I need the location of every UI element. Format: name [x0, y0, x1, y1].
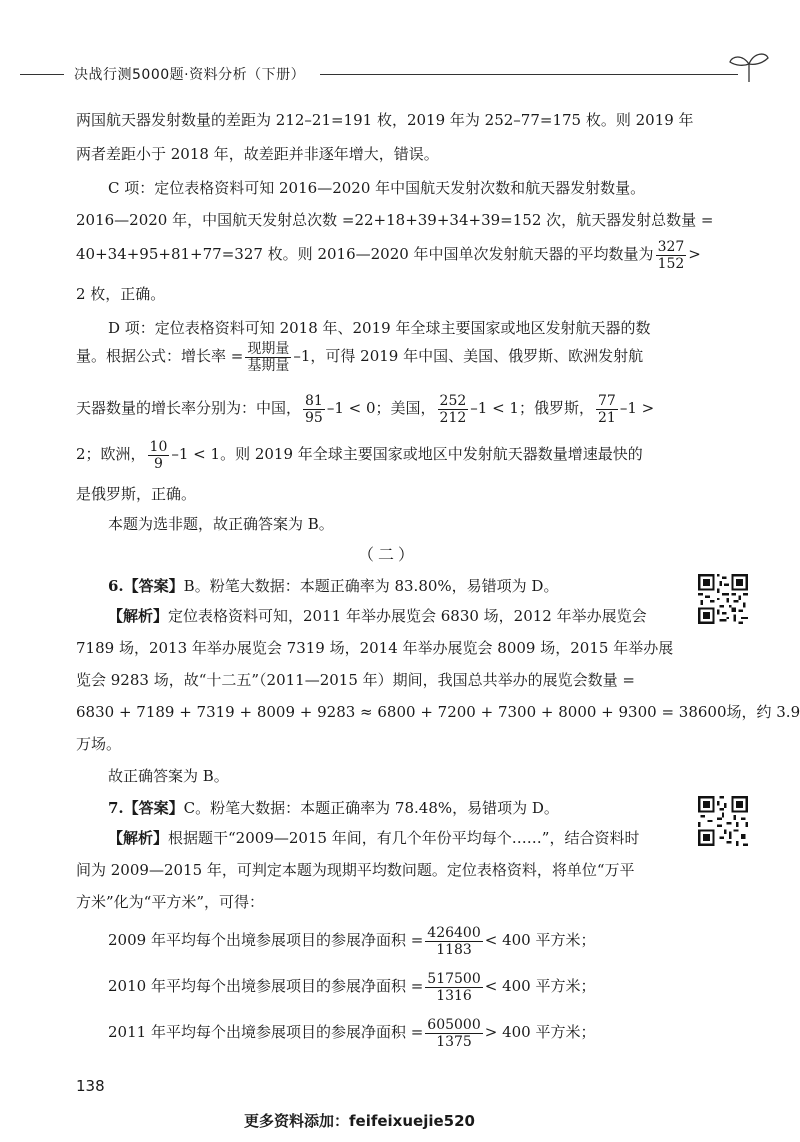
fraction-numerator: 517500	[427, 970, 481, 987]
header-rule-right	[320, 74, 738, 75]
text-line-with-fraction	[76, 234, 701, 274]
fraction-numerator: 10	[149, 438, 168, 455]
header-rule-left	[20, 74, 64, 75]
text-line: 是俄罗斯，正确。	[76, 485, 197, 503]
fraction-denominator: 1316	[436, 987, 472, 1004]
fraction	[438, 393, 469, 426]
fraction-denominator: 1183	[436, 941, 472, 958]
answer-text: C。粉笔大数据：本题正确率为 78.48%，易错项为 D。	[183, 799, 559, 817]
fraction	[425, 971, 482, 1004]
running-header	[20, 58, 780, 88]
formula-line-2009	[108, 920, 708, 960]
fraction-numerator: 77	[597, 392, 616, 409]
answer-text: B。粉笔大数据：本题正确率为 83.80%，易错项为 D。	[183, 577, 559, 595]
conclusion-line: 故正确答案为 B。	[108, 767, 229, 785]
text-segment: –1 >	[619, 399, 655, 417]
text-line-with-fraction	[76, 434, 676, 474]
fraction	[656, 239, 687, 272]
fraction-denominator: 基期量	[247, 357, 290, 374]
formula-line-2011	[108, 1012, 708, 1052]
fraction-denominator: 1375	[436, 1033, 472, 1050]
text-segment: < 400 平方米；	[484, 931, 596, 949]
analysis-6-line	[108, 606, 708, 626]
text-segment: –1 < 1。则 2019 年全球主要国家或地区中发射航天器数量增速最快的	[171, 445, 643, 463]
text-segment: 2010 年平均每个出境参展项目的参展净面积 =	[108, 977, 424, 995]
text-segment: –1，可得 2019 年中国、美国、俄罗斯、欧洲发射航	[293, 347, 644, 365]
answer-label: 7.【答案】	[108, 799, 184, 817]
text-line: 7189 场，2013 年举办展览会 7319 场，2014 年举办展览会 8009 场，2015 年举办展	[76, 639, 674, 657]
text-line-with-fraction	[76, 388, 676, 428]
page-number: 138	[76, 1077, 105, 1095]
option-c-heading: C 项：定位表格资料可知 2016—2020 年中国航天发射次数和航天器发射数量。	[108, 179, 646, 197]
qr-code-icon[interactable]	[698, 574, 748, 624]
text-segment: 天器数量的增长率分别为：中国，	[76, 399, 302, 417]
fraction-denominator: 9	[154, 455, 163, 472]
qr-code-icon[interactable]	[698, 796, 748, 846]
analysis-7-line	[108, 828, 708, 848]
fraction	[303, 393, 325, 426]
fraction	[425, 925, 482, 958]
answer-7-line	[108, 798, 708, 818]
text-segment: 量。根据公式：增长率 =	[76, 347, 244, 365]
fraction-numerator: 81	[305, 392, 323, 409]
text-line: 2016—2020 年，中国航天发射总次数 =22+18+39+34+39=152 次，航天器发射总数量 =	[76, 211, 714, 229]
section-heading: （二）	[358, 545, 419, 564]
fraction-numerator: 605000	[427, 1016, 481, 1033]
fraction-numerator: 现期量	[247, 340, 290, 357]
fraction-denominator: 152	[657, 255, 685, 272]
analysis-text: 根据题干“2009—2015 年间，有几个年份平均每个……”，结合资料时	[168, 829, 640, 847]
text-line: 万场。	[76, 735, 122, 753]
text-segment: 2009 年平均每个出境参展项目的参展净面积 =	[108, 931, 424, 949]
answer-label: 6.【答案】	[108, 577, 184, 595]
answer-6-line	[108, 576, 708, 596]
book-title: 决战行测5000题·资料分析（下册）	[74, 67, 306, 83]
conclusion-line: 本题为选非题，故正确答案为 B。	[108, 515, 334, 533]
text-line: 两国航天器发射数量的差距为 212–21=191 枚，2019 年为 252–77=175 枚。则 2019 年	[76, 111, 694, 129]
sprout-icon	[726, 46, 772, 84]
text-segment: 2011 年平均每个出境参展项目的参展净面积 =	[108, 1023, 424, 1041]
option-d-heading: D 项：定位表格资料可知 2018 年、2019 年全球主要国家或地区发射航天器的数	[108, 319, 651, 337]
fraction-denominator: 95	[305, 409, 323, 426]
text-segment: –1 < 0；美国，	[326, 399, 436, 417]
analysis-text: 定位表格资料可知，2011 年举办展览会 6830 场，2012 年举办展览会	[168, 607, 647, 625]
text-segment: 2；欧洲，	[76, 445, 146, 463]
text-line: 两者差距小于 2018 年，故差距并非逐年增大，错误。	[76, 145, 439, 163]
fraction-numerator: 426400	[427, 924, 481, 941]
text-segment: >	[688, 245, 701, 263]
text-line: 览会 9283 场，故“十二五”（2011—2015 年）期间，我国总共举办的展览会数量 =	[76, 671, 636, 689]
fraction-numerator: 252	[439, 392, 467, 409]
text-line-with-fraction	[76, 336, 676, 376]
text-line: 方米”化为“平方米”，可得：	[76, 893, 265, 911]
text-segment: > 400 平方米；	[484, 1023, 596, 1041]
text-line: 2 枚，正确。	[76, 285, 166, 303]
analysis-label: 【解析】	[108, 829, 169, 847]
text-line: 间为 2009—2015 年，可判定本题为现期平均数问题。定位表格资料，将单位“万平	[76, 861, 635, 879]
fraction	[425, 1017, 482, 1050]
fraction	[148, 439, 170, 472]
text-line: 6830 + 7189 + 7319 + 8009 + 9283 ≈ 6800 + 7200 + 7300 + 8000 + 9300 = 38600场，约 3.9	[76, 703, 800, 721]
fraction	[596, 393, 618, 426]
fraction-numerator: 327	[657, 238, 685, 255]
formula-line-2010	[108, 966, 708, 1006]
fraction-denominator: 21	[597, 409, 616, 426]
text-segment: < 400 平方米；	[484, 977, 596, 995]
text-segment: 40+34+95+81+77=327 枚。则 2016—2020 年中国单次发射航天器的平均数量为	[76, 245, 654, 263]
footer-note: 更多资料添加：feifeixuejie520	[244, 1112, 475, 1130]
fraction-denominator: 212	[439, 409, 467, 426]
fraction	[245, 341, 291, 374]
text-segment: –1 < 1；俄罗斯，	[470, 399, 594, 417]
analysis-label: 【解析】	[108, 607, 169, 625]
